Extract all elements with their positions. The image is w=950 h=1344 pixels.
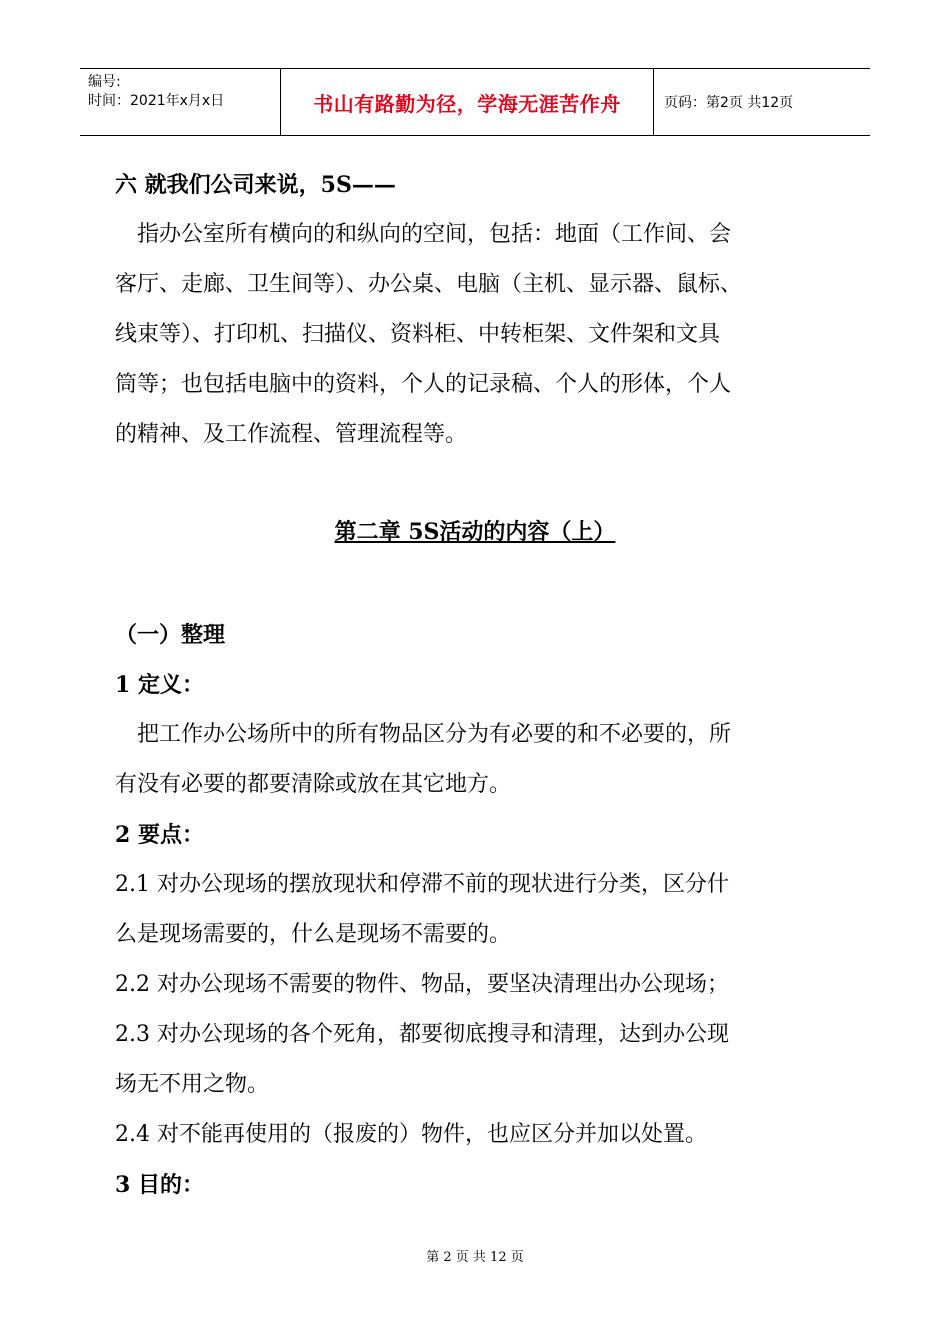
header-page-cell <box>654 69 870 135</box>
section-six-line: 筒等；也包括电脑中的资料，个人的记录稿、个人的形体，个人 <box>115 372 732 397</box>
section-six-line: 指办公室所有横向的和纵向的空间，包括：地面（工作间、会 <box>137 222 732 247</box>
header-page-info: 页码：第2页 共12页 <box>664 95 794 111</box>
header-meta-cell <box>80 69 281 135</box>
key-point-line: 2.1 对办公现场的摆放现状和停滞不前的现状进行分类，区分什 <box>115 872 729 897</box>
footer-page-number: 第 2 页 共 12 页 <box>426 1250 524 1265</box>
key-point-line: 2.2 对办公现场不需要的物件、物品，要坚决清理出办公现场； <box>115 972 729 997</box>
key-points-heading: 2 要点： <box>115 822 204 848</box>
sort-section-title: （一）整理 <box>115 622 226 648</box>
definition-heading: 1 定义： <box>115 672 204 698</box>
section-six-title: 六 就我们公司来说，5S—— <box>115 172 396 198</box>
page-header <box>80 68 870 136</box>
definition-line: 有没有必要的都要清除或放在其它地方。 <box>115 772 512 797</box>
purpose-heading: 3 目的： <box>115 1172 204 1198</box>
document-body <box>115 160 845 460</box>
sort-section <box>115 610 845 1210</box>
key-point-line: 2.4 对不能再使用的（报废的）物件，也应区分并加以处置。 <box>115 1122 707 1147</box>
date-label: 时间：2021年x月x日 <box>88 93 225 109</box>
section-six-line: 的精神、及工作流程、管理流程等。 <box>115 422 468 447</box>
key-point-line: 2.3 对办公现场的各个死角，都要彻底搜寻和清理，达到办公现 <box>115 1022 729 1047</box>
page-footer <box>0 1246 950 1265</box>
header-motto: 书山有路勤为径，学海无涯苦作舟 <box>313 91 621 116</box>
section-six-line: 线束等）、打印机、扫描仪、资料柜、中转柜架、文件架和文具 <box>115 322 721 347</box>
serial-number-label: 编号: <box>88 74 121 90</box>
definition-line: 把工作办公场所中的所有物品区分为有必要的和不必要的，所 <box>137 722 732 747</box>
section-six-line: 客厅、走廊、卫生间等）、办公桌、电脑（主机、显示器、鼠标、 <box>115 272 743 297</box>
header-motto-cell <box>281 69 654 135</box>
key-point-line: 场无不用之物。 <box>115 1072 270 1097</box>
key-point-line: 么是现场需要的，什么是现场不需要的。 <box>115 922 512 947</box>
chapter-title: 第二章 5S活动的内容（上） <box>334 519 616 545</box>
